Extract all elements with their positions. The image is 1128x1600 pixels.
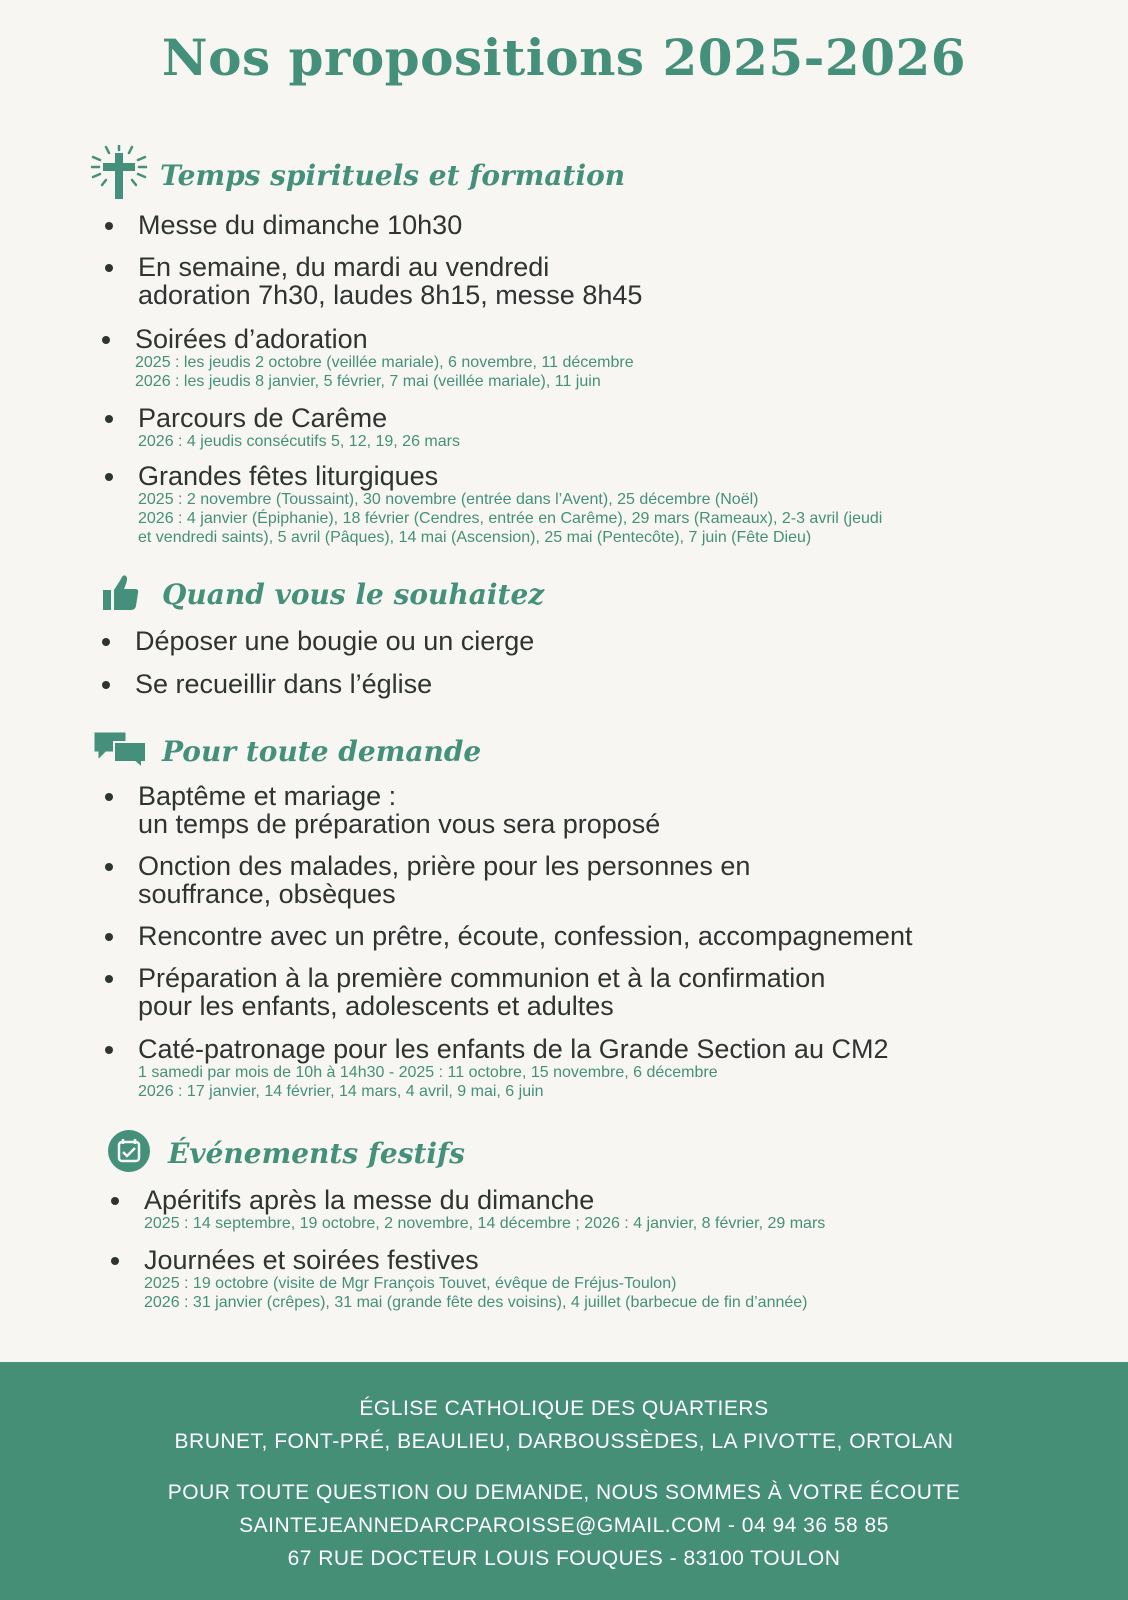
chat-bubbles-icon	[92, 730, 148, 773]
list-item: En semaine, du mardi au vendredi adoration 7h30, laudes 8h15, messe 8h45	[100, 253, 642, 309]
page-title: Nos propositions 2025-2026	[161, 28, 967, 87]
footer-church-name: ÉGLISE CATHOLIQUE DES QUARTIERS	[359, 1397, 769, 1420]
footer-address: 67 RUE DOCTEUR LOUIS FOUQUES - 83100 TOULON	[287, 1547, 841, 1570]
list-item: Messe du dimanche 10h30	[100, 211, 462, 239]
list-item: Déposer une bougie ou un cierge	[97, 627, 534, 655]
list-item: Baptême et mariage : un temps de préparation vous sera proposé	[100, 782, 660, 838]
footer-contact-intro: POUR TOUTE QUESTION OU DEMANDE, NOUS SOMMES À VOTRE ÉCOUTE	[167, 1481, 961, 1504]
list-item: Grandes fêtes liturgiques 2025 : 2 novembre (Toussaint), 30 novembre (entrée dans l’Avent), 25 décembre (Noël) 2026 : 4 janvier (Épiphanie), 18 février (Cendres, entrée en Carême), 29 mars (Rameaux), 2-3 avril (jeudi et vendredi saints), 5 avril (Pâques), 14 mai (Ascension), 25 mai (Pentecôte), 7 juin (Fête Dieu)	[100, 462, 882, 547]
footer-neighborhoods: BRUNET, FONT-PRÉ, BEAULIEU, DARBOUSSÈDES, LA PIVOTTE, ORTOLAN	[174, 1430, 954, 1453]
list-item: Apéritifs après la messe du dimanche 2025 : 14 septembre, 19 octobre, 2 novembre, 14 décembre ; 2026 : 4 janvier, 8 février, 29 mars	[106, 1186, 825, 1233]
section-heading-temps-spirituels: Temps spirituels et formation	[90, 145, 625, 206]
thumbs-up-icon	[102, 573, 140, 616]
section-heading-pour-toute-demande: Pour toute demande	[92, 730, 481, 773]
list-item: Soirées d’adoration 2025 : les jeudis 2 octobre (veillée mariale), 6 novembre, 11 décembre 2026 : les jeudis 8 janvier, 5 février, 7 mai (veillée mariale), 11 juin	[97, 325, 634, 391]
footer-email-phone: SAINTEJEANNEDARCPAROISSE@GMAIL.COM - 04 94 36 58 85	[239, 1514, 889, 1537]
footer-contact-band	[0, 1362, 1128, 1600]
list-item: Caté-patronage pour les enfants de la Grande Section au CM2 1 samedi par mois de 10h à 14h30 - 2025 : 11 octobre, 15 novembre, 6 décembre 2026 : 17 janvier, 14 février, 14 mars, 4 avril, 9 mai, 6 juin	[100, 1035, 888, 1101]
list-item: Onction des malades, prière pour les personnes en souffrance, obsèques	[100, 852, 750, 908]
calendar-check-icon	[108, 1130, 150, 1177]
cross-icon	[90, 145, 148, 206]
section-heading-quand-vous-le-souhaitez: Quand vous le souhaitez	[102, 573, 544, 616]
list-item: Journées et soirées festives 2025 : 19 octobre (visite de Mgr François Touvet, évêque de Fréjus-Toulon) 2026 : 31 janvier (crêpes), 31 mai (grande fête des voisins), 4 juillet (barbecue de fin d’année)	[106, 1246, 807, 1312]
section-heading-evenements-festifs: Événements festifs	[108, 1130, 465, 1177]
list-item: Se recueillir dans l’église	[97, 670, 432, 698]
list-item: Préparation à la première communion et à la confirmation pour les enfants, adolescents et adultes	[100, 964, 825, 1020]
list-item: Parcours de Carême 2026 : 4 jeudis consécutifs 5, 12, 19, 26 mars	[100, 404, 460, 451]
list-item: Rencontre avec un prêtre, écoute, confession, accompagnement	[100, 922, 912, 950]
